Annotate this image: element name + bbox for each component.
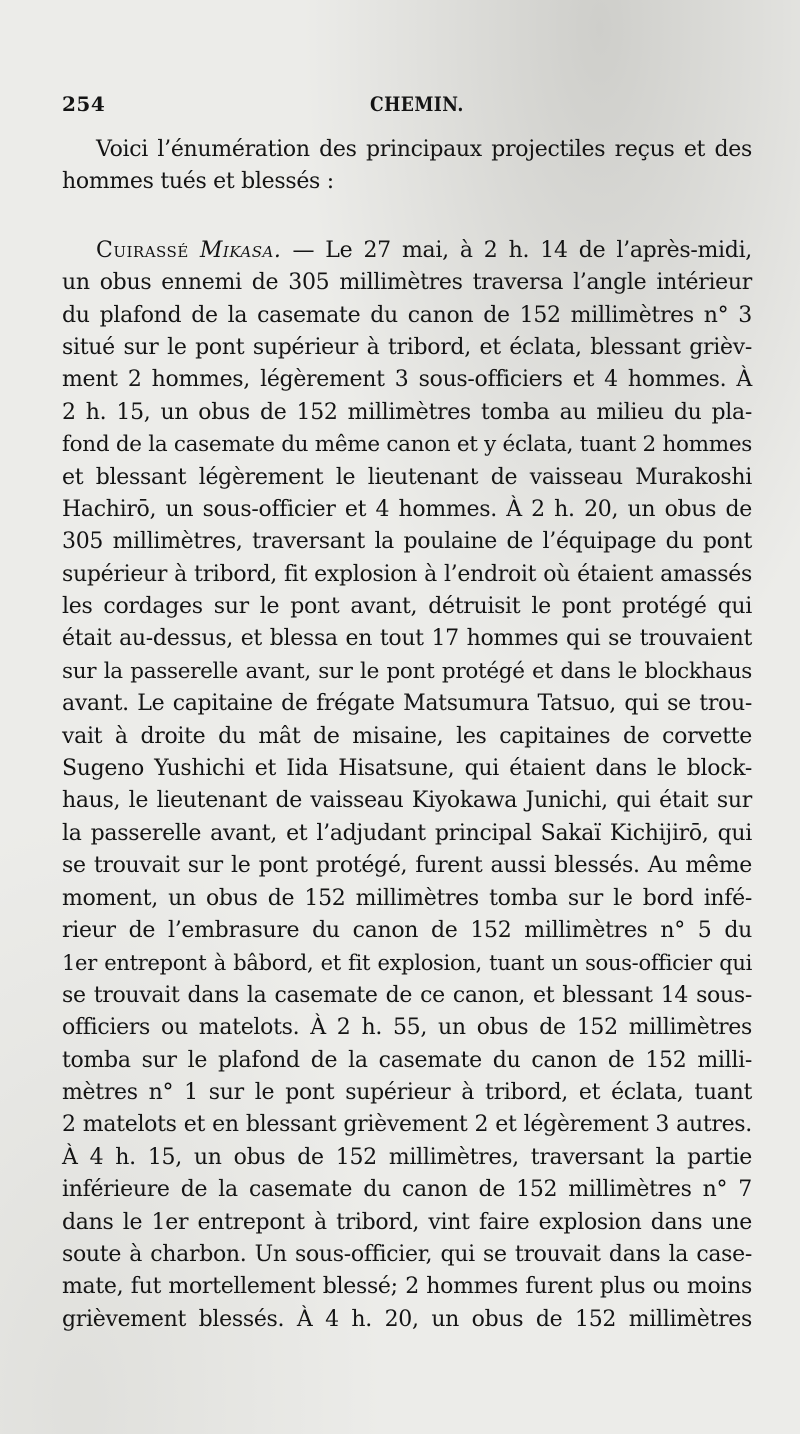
text-line: hommes tués et blessés : <box>62 169 334 195</box>
text-line: sur la passerelle avant, sur le pont protégé et dans le blockhaus <box>62 658 752 684</box>
text-line: dans le 1er entrepont à tribord, vint faire explosion dans une <box>62 1209 752 1235</box>
text-line: rieur de l’embrasure du canon de 152 millimètres n° 5 du <box>62 917 752 943</box>
text-line: les cordages sur le pont avant, détruisit le pont protégé qui <box>62 594 752 620</box>
text-line: Sugeno Yushichi et Iida Hisatsune, qui étaient dans le block- <box>62 756 752 782</box>
text-line: 2 matelots et en blessant grièvement 2 et légèrement 3 autres. <box>62 1112 752 1138</box>
text-line: soute à charbon. Un sous-officier, qui se trouvait dans la case- <box>62 1241 752 1267</box>
text-line: avant. Le capitaine de frégate Matsumura Tatsuo, qui se trou- <box>62 691 752 717</box>
ship-type-label: Cuirassé <box>96 237 189 263</box>
text-line: Voici l’énumération des principaux projectiles reçus et des <box>96 137 752 162</box>
body-text <box>62 134 752 1336</box>
text-line: vait à droite du mât de misaine, les capitaines de corvette <box>62 723 752 749</box>
ship-name: Mikasa. <box>199 237 282 263</box>
text-line: mètres n° 1 sur le pont supérieur à tribord, et éclata, tuant <box>62 1079 752 1105</box>
text-line: moment, un obus de 152 millimètres tomba sur le bord infé- <box>62 885 752 911</box>
text-line: tomba sur le plafond de la casemate du canon de 152 milli- <box>62 1047 752 1073</box>
text-line: se trouvait dans la casemate de ce canon, et blessant 14 sous- <box>62 982 752 1008</box>
text-line: grièvement blessés. À 4 h. 20, un obus de 152 millimètres <box>62 1306 752 1332</box>
paragraph-gap <box>62 199 752 235</box>
text-line: officiers ou matelots. À 2 h. 55, un obus de 152 millimètres <box>62 1015 752 1041</box>
text-line: inférieure de la casemate du canon de 152 millimètres n° 7 <box>62 1177 752 1203</box>
running-head <box>62 92 752 116</box>
text-line: se trouvait sur le pont protégé, furent aussi blessés. Au même <box>62 853 752 879</box>
text-line: mate, fut mortellement blessé; 2 hommes furent plus ou moins <box>62 1274 752 1300</box>
text-line: du plafond de la casemate du canon de 152 millimètres n° 3 <box>62 302 752 328</box>
text-line: À 4 h. 15, un obus de 152 millimètres, traversant la partie <box>62 1144 752 1170</box>
text-line: situé sur le pont supérieur à tribord, et éclata, blessant grièv- <box>62 334 752 360</box>
ship-lead-text: — Le 27 mai, à 2 h. 14 de l’après-midi, <box>292 237 752 263</box>
text-line: supérieur à tribord, fit explosion à l’endroit où étaient amassés <box>62 561 752 587</box>
text-line: Hachirō, un sous-officier et 4 hommes. À 2 h. 20, un obus de <box>62 496 752 522</box>
text-line: un obus ennemi de 305 millimètres traversa l’angle intérieur <box>62 270 752 296</box>
text-line: ment 2 hommes, légèrement 3 sous-officiers et 4 hommes. À <box>62 367 752 393</box>
text-line: 305 millimètres, traversant la poulaine de l’équipage du pont <box>62 529 752 555</box>
text-line: haus, le lieutenant de vaisseau Kiyokawa Junichi, qui était sur <box>62 788 752 814</box>
text-line-ship-lead <box>62 235 752 267</box>
text-line: était au-dessus, et blessa en tout 17 hommes qui se trouvaient <box>62 626 752 652</box>
text-line: 1er entrepont à bâbord, et fit explosion, tuant un sous-officier qui <box>62 951 752 976</box>
text-line: la passerelle avant, et l’adjudant principal Sakaï Kichijirō, qui <box>62 820 752 846</box>
text-line: 2 h. 15, un obus de 152 millimètres tomba au milieu du pla- <box>62 399 752 425</box>
running-title: CHEMIN. <box>370 92 464 116</box>
page-number: 254 <box>62 92 106 116</box>
text-line: fond de la casemate du même canon et y éclata, tuant 2 hommes <box>62 432 752 458</box>
text-line: et blessant légèrement le lieutenant de vaisseau Murakoshi <box>62 464 752 490</box>
